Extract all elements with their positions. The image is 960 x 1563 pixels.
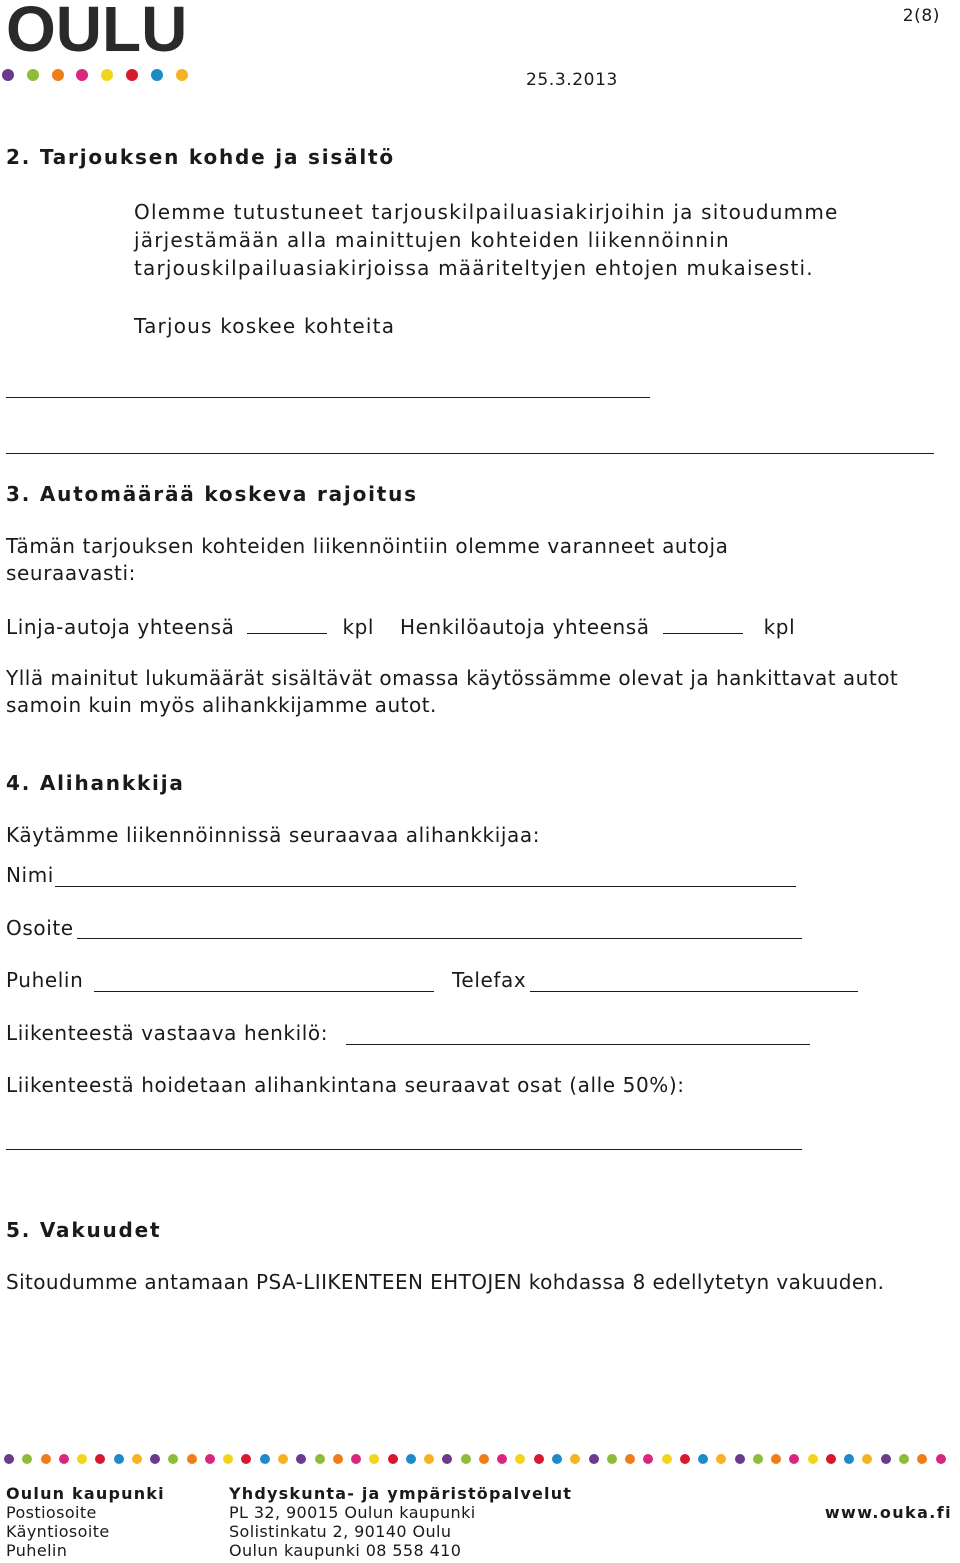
color-dot (698, 1454, 708, 1464)
color-dot (22, 1454, 32, 1464)
footer-value: Solistinkatu 2, 90140 Oulu (229, 1522, 452, 1541)
section-3-heading: 3. Automäärää koskeva rajoitus (6, 482, 418, 506)
footer-label: Puhelin (6, 1541, 68, 1560)
color-dot (315, 1454, 325, 1464)
color-dot (680, 1454, 690, 1464)
section-3-note (6, 665, 898, 719)
color-dot (52, 69, 64, 81)
car-count-field[interactable] (663, 613, 743, 634)
offer-targets-line-2[interactable] (6, 453, 934, 454)
color-dot (95, 1454, 105, 1464)
footer-color-dots (4, 1454, 954, 1464)
color-dot (151, 69, 163, 81)
page-number: 2(8) (902, 6, 940, 26)
color-dot (716, 1454, 726, 1464)
color-dot (917, 1454, 927, 1464)
footer-column-2 (229, 1484, 572, 1560)
color-dot (2, 69, 14, 81)
address-label: Osoite (6, 916, 74, 940)
color-dot (808, 1454, 818, 1464)
footer-department: Yhdyskunta- ja ympäristöpalvelut (229, 1484, 573, 1503)
phone-label: Puhelin (6, 968, 84, 992)
color-dot (187, 1454, 197, 1464)
color-dot (76, 69, 88, 81)
color-dot (223, 1454, 233, 1464)
bus-count-field[interactable] (247, 613, 327, 634)
name-field[interactable] (55, 886, 796, 887)
footer-label: Postiosoite (6, 1503, 97, 1522)
color-dot (296, 1454, 306, 1464)
bus-kpl-unit: kpl (342, 615, 375, 639)
color-dot (241, 1454, 251, 1464)
color-dot (424, 1454, 434, 1464)
color-dot (59, 1454, 69, 1464)
subcontract-parts-label: Liikenteestä hoidetaan alihankintana seuraavat osat (alle 50%): (6, 1073, 685, 1097)
color-dot (735, 1454, 745, 1464)
color-dot (862, 1454, 872, 1464)
color-dot (4, 1454, 14, 1464)
color-dot (278, 1454, 288, 1464)
footer-column-1 (6, 1484, 165, 1560)
color-dot (515, 1454, 525, 1464)
section-5-heading: 5. Vakuudet (6, 1218, 162, 1242)
document-date: 25.3.2013 (526, 70, 618, 90)
color-dot (150, 1454, 160, 1464)
footer-website-link[interactable]: www.ouka.fi (824, 1503, 952, 1522)
color-dot (479, 1454, 489, 1464)
section-2-paragraph (134, 198, 839, 282)
color-dot (607, 1454, 617, 1464)
oulu-logo: OULU (6, 0, 188, 65)
fax-field[interactable] (530, 991, 858, 992)
name-label: Nimi (6, 863, 54, 887)
paragraph-line: tarjouskilpailuasiakirjoissa määriteltyjen ehtojen mukaisesti. (134, 256, 814, 280)
subcontractor-intro: Käytämme liikennöinnissä seuraavaa alihankkijaa: (6, 823, 541, 847)
color-dot (881, 1454, 891, 1464)
color-dot (388, 1454, 398, 1464)
color-dot (552, 1454, 562, 1464)
address-field[interactable] (77, 938, 802, 939)
section-2-heading: 2. Tarjouksen kohde ja sisältö (6, 145, 395, 169)
color-dot (643, 1454, 653, 1464)
color-dot (899, 1454, 909, 1464)
color-dot (826, 1454, 836, 1464)
subcontract-parts-field[interactable] (6, 1149, 802, 1150)
vehicle-count-row (6, 613, 795, 639)
color-dot (497, 1454, 507, 1464)
contact-person-label: Liikenteestä vastaava henkilö: (6, 1021, 329, 1045)
color-dot (101, 69, 113, 81)
color-dot (753, 1454, 763, 1464)
bus-count-label: Linja-autoja yhteensä (6, 615, 235, 639)
color-dot (589, 1454, 599, 1464)
section-3-intro (6, 533, 729, 587)
color-dot (41, 1454, 51, 1464)
color-dot (534, 1454, 544, 1464)
phone-field[interactable] (94, 991, 434, 992)
color-dot (625, 1454, 635, 1464)
footer-org-name: Oulun kaupunki (6, 1484, 165, 1503)
color-dot (789, 1454, 799, 1464)
section-4-heading: 4. Alihankkija (6, 771, 185, 795)
color-dot (570, 1454, 580, 1464)
car-count-label: Henkilöautoja yhteensä (400, 615, 650, 639)
color-dot (260, 1454, 270, 1464)
offer-targets-label: Tarjous koskee kohteita (134, 314, 396, 338)
intro-line: Tämän tarjouksen kohteiden liikennöintiin olemme varanneet autoja (6, 534, 729, 558)
color-dot (176, 69, 188, 81)
paragraph-line: Olemme tutustuneet tarjouskilpailuasiakirjoihin ja sitoudumme (134, 200, 839, 224)
color-dot (126, 69, 138, 81)
note-line: Yllä mainitut lukumäärät sisältävät omassa käytössämme olevat ja hankittavat autot (6, 666, 899, 690)
color-dot (771, 1454, 781, 1464)
color-dot (461, 1454, 471, 1464)
color-dot (369, 1454, 379, 1464)
footer-label: Käyntiosoite (6, 1522, 110, 1541)
note-line: samoin kuin myös alihankkijamme autot. (6, 693, 437, 717)
color-dot (442, 1454, 452, 1464)
color-dot (27, 69, 39, 81)
color-dot (205, 1454, 215, 1464)
contact-person-field[interactable] (346, 1044, 810, 1045)
footer-value: Oulun kaupunki 08 558 410 (229, 1541, 462, 1560)
color-dot (333, 1454, 343, 1464)
color-dot (351, 1454, 361, 1464)
color-dot (844, 1454, 854, 1464)
color-dot (662, 1454, 672, 1464)
guarantee-text: Sitoudumme antamaan PSA-LIIKENTEEN EHTOJEN kohdassa 8 edellytetyn vakuuden. (6, 1270, 885, 1294)
color-dot (936, 1454, 946, 1464)
color-dot (114, 1454, 124, 1464)
car-kpl-unit: kpl (763, 615, 796, 639)
footer-value: PL 32, 90015 Oulun kaupunki (229, 1503, 476, 1522)
offer-targets-line-1[interactable] (6, 397, 650, 398)
logo-color-dots (2, 69, 200, 81)
color-dot (406, 1454, 416, 1464)
paragraph-line: järjestämään alla mainittujen kohteiden liikennöinnin (134, 228, 730, 252)
fax-label: Telefax (452, 968, 527, 992)
intro-line: seuraavasti: (6, 561, 136, 585)
color-dot (168, 1454, 178, 1464)
color-dot (77, 1454, 87, 1464)
color-dot (132, 1454, 142, 1464)
